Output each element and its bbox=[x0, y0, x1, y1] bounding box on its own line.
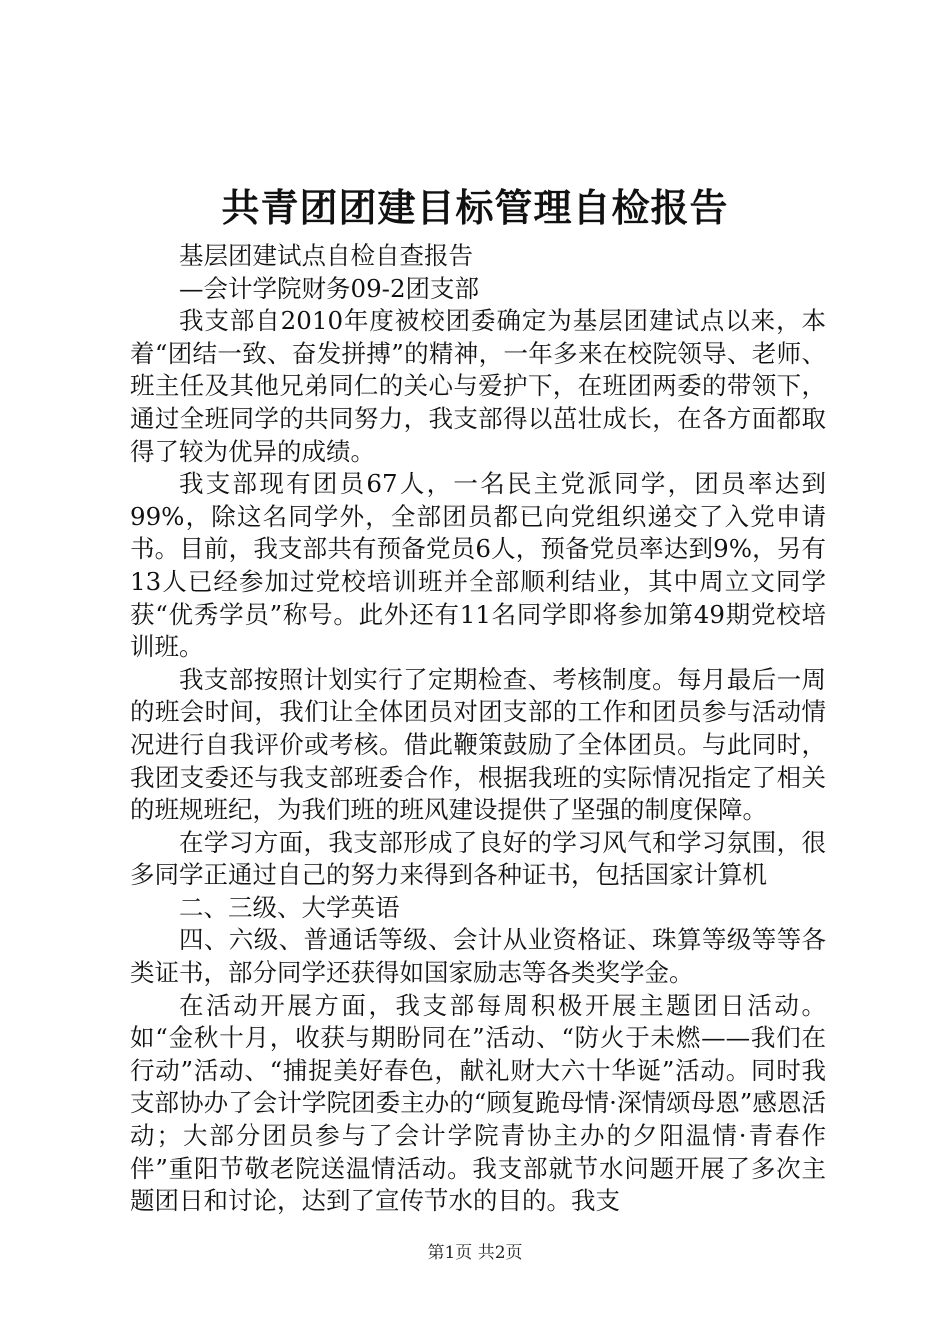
subtitle-paragraph: 基层团建试点自检自查报告 bbox=[179, 241, 473, 270]
page-number-footer: 第1页 共2页 bbox=[427, 1243, 523, 1263]
body-paragraph: 在活动开展方面，我支部每周积极开展主题团日活动。如“金秋十月，收获与期盼同在”活动、“防火于未燃——我们在行动”活动、“捕捉美好春色，献礼财大六十华诞”活动。同时我支部协办了会计学院团委主办的“顾复跪母情·深情颂母恩”感恩活动；大部分团员参与了会计学院青协主办的夕阳温情·青春作伴”重阳节敬老院送温情活动。我支部就节水问题开展了多次主题团日和讨论，达到了宣传节水的目的。我支 bbox=[130, 990, 826, 1216]
document-body bbox=[130, 240, 826, 1218]
body-paragraph: 二、三级、大学英语 bbox=[179, 892, 400, 922]
body-paragraph: 在学习方面，我支部形成了良好的学习风气和学习氛围，很多同学正通过自己的努力来得到各种证书，包括国家计算机 bbox=[130, 827, 826, 890]
body-paragraph: 四、六级、普通话等级、会计从业资格证、珠算等级等等各类证书，部分同学还获得如国家励志等各类奖学金。 bbox=[130, 925, 826, 988]
document-title: 共青团团建目标管理自检报告 bbox=[221, 185, 729, 230]
body-paragraph: 我支部自2010年度被校团委确定为基层团建试点以来，本着“团结一致、奋发拼搏”的精神，一年多来在校院领导、老师、班主任及其他兄弟同仁的关心与爱护下，在班团两委的带领下，通过全班同学的共同努力，我支部得以茁壮成长，在各方面都取得了较为优异的成绩。 bbox=[130, 306, 826, 466]
subtitle-unit-paragraph: —会计学院财务09-2团支部 bbox=[179, 273, 480, 303]
body-paragraph: 我支部按照计划实行了定期检查、考核制度。每月最后一周的班会时间，我们让全体团员对团支部的工作和团员参与活动情况进行自我评价或考核。借此鞭策鼓励了全体团员。与此同时，我团支委还与我支部班委合作，根据我班的实际情况指定了相关的班规班纪，为我们班的班风建设提供了坚强的制度保障。 bbox=[130, 664, 826, 825]
body-paragraph: 我支部现有团员67人，一名民主党派同学，团员率达到99%，除这名同学外，全部团员都已向党组织递交了入党申请书。目前，我支部共有预备党员6人，预备党员率达到9%，另有13人已经参加过党校培训班并全部顺利结业，其中周立文同学获“优秀学员”称号。此外还有11名同学即将参加第49期党校培训班。 bbox=[130, 469, 826, 662]
